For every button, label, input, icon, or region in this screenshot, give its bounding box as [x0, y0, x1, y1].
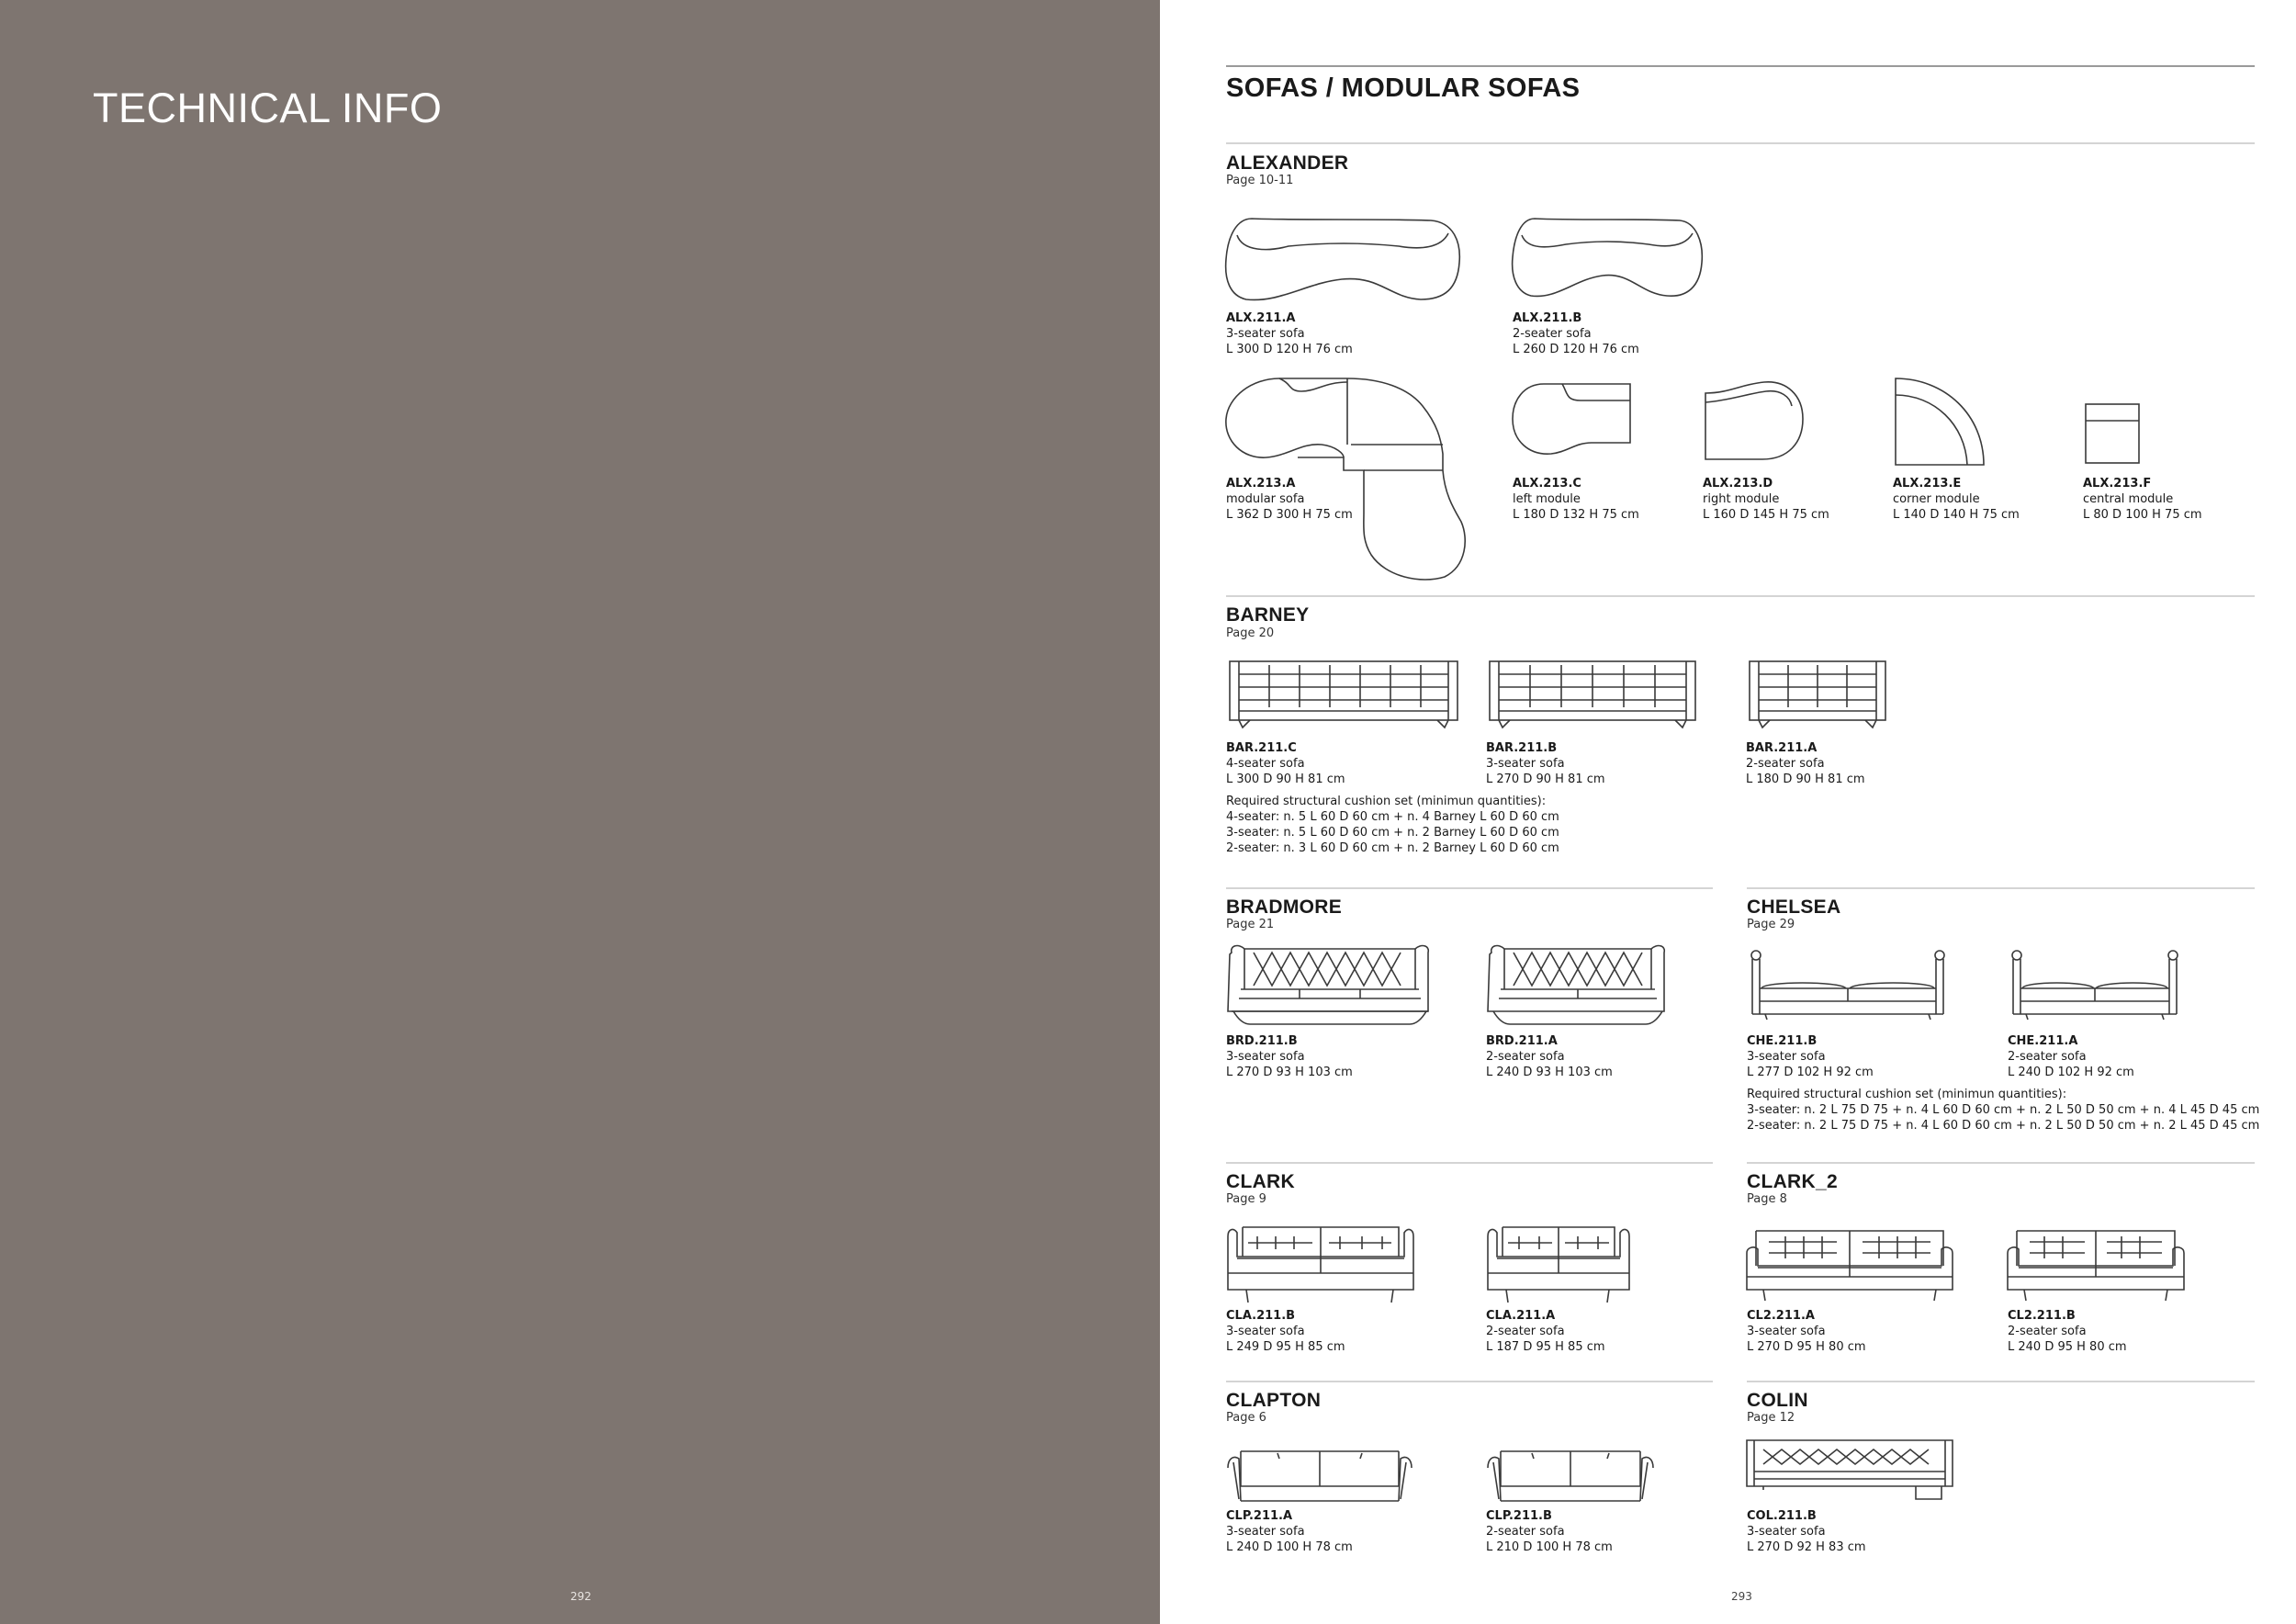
item-code: CL2.211.B [2008, 1309, 2076, 1323]
item-code: ALX.213.F [2083, 477, 2152, 491]
drawing-alx-211-a [1224, 215, 1463, 303]
left-page-number: 292 [570, 1590, 591, 1603]
item-code: BAR.211.C [1226, 741, 1297, 755]
note-line: 4-seater: n. 5 L 60 D 60 cm + n. 4 Barney L 60 D 60 cm [1226, 810, 1559, 824]
item-dims: L 80 D 100 H 75 cm [2083, 508, 2202, 522]
chelsea-cushion-note [1747, 1087, 2259, 1133]
drawing-che-211-b [1745, 948, 1953, 1021]
note-line: 3-seater: n. 5 L 60 D 60 cm + n. 2 Barney L 60 D 60 cm [1226, 826, 1559, 840]
drawing-col-211-b [1745, 1438, 1954, 1506]
item-type: left module [1513, 492, 1581, 506]
item-clp-211-b [1486, 1508, 1613, 1555]
item-type: corner module [1893, 492, 1980, 506]
item-dims: L 187 D 95 H 85 cm [1486, 1340, 1605, 1354]
left-page-title: TECHNICAL INFO [93, 85, 443, 131]
item-dims: L 277 D 102 H 92 cm [1747, 1066, 1874, 1079]
item-bar-211-c [1226, 740, 1345, 787]
item-dims: L 362 D 300 H 75 cm [1226, 508, 1353, 522]
drawing-bar-211-b [1488, 660, 1697, 729]
item-cl2-211-b [2008, 1308, 2127, 1355]
item-dims: L 270 D 92 H 83 cm [1747, 1540, 1866, 1554]
item-type: 3-seater sofa [1747, 1050, 1826, 1064]
item-dims: L 270 D 93 H 103 cm [1226, 1066, 1353, 1079]
section-divider [1226, 142, 2255, 144]
item-type: 2-seater sofa [1486, 1050, 1565, 1064]
section-divider [1747, 1162, 2255, 1164]
top-rule [1226, 65, 2255, 67]
section-title-colin: COLIN [1747, 1390, 1808, 1411]
item-code: ALX.213.A [1226, 477, 1296, 491]
section-page-chelsea: Page 29 [1747, 918, 1795, 931]
section-page-alexander: Page 10-11 [1226, 174, 1294, 187]
drawing-cla-211-a [1486, 1225, 1631, 1304]
item-cla-211-a [1486, 1308, 1605, 1355]
item-dims: L 300 D 120 H 76 cm [1226, 343, 1353, 356]
item-type: 3-seater sofa [1226, 1325, 1305, 1338]
section-title-clark-2: CLARK_2 [1747, 1171, 1838, 1192]
drawing-alx-213-d [1702, 378, 1805, 461]
item-code: ALX.213.C [1513, 477, 1581, 491]
item-code: ALX.213.D [1703, 477, 1773, 491]
item-alx-213-d [1703, 476, 1829, 523]
item-alx-213-f [2083, 476, 2202, 523]
item-brd-211-b [1226, 1033, 1353, 1080]
item-code: COL.211.B [1747, 1509, 1817, 1523]
drawing-brd-211-b [1226, 942, 1434, 1028]
note-line: 2-seater: n. 2 L 75 D 75 + n. 4 L 60 D 60 cm + n. 2 L 50 D 50 cm + n. 2 L 45 D 45 cm [1747, 1119, 2260, 1133]
item-alx-211-b [1513, 310, 1639, 357]
drawing-che-211-a [2006, 948, 2184, 1021]
item-code: CHE.211.A [2008, 1034, 2078, 1048]
drawing-alx-213-f [2084, 402, 2141, 465]
section-page-barney: Page 20 [1226, 626, 1275, 640]
item-code: CLA.211.A [1486, 1309, 1556, 1323]
item-type: 3-seater sofa [1747, 1325, 1826, 1338]
drawing-cl2-211-b [2006, 1229, 2186, 1304]
item-dims: L 160 D 145 H 75 cm [1703, 508, 1829, 522]
item-dims: L 249 D 95 H 85 cm [1226, 1340, 1345, 1354]
item-dims: L 180 D 90 H 81 cm [1746, 773, 1865, 786]
item-code: CLP.211.B [1486, 1509, 1552, 1523]
item-code: BRD.211.B [1226, 1034, 1298, 1048]
drawing-clp-211-b [1486, 1449, 1655, 1505]
drawing-clp-211-a [1226, 1449, 1413, 1505]
right-page-number: 293 [1731, 1590, 1752, 1603]
item-type: central module [2083, 492, 2174, 506]
item-type: 2-seater sofa [1746, 757, 1825, 771]
item-code: BAR.211.A [1746, 741, 1818, 755]
item-alx-211-a [1226, 310, 1353, 357]
item-code: CLP.211.A [1226, 1509, 1293, 1523]
section-divider [1226, 1162, 1713, 1164]
drawing-alx-213-e [1892, 375, 1987, 467]
item-dims: L 240 D 100 H 78 cm [1226, 1540, 1353, 1554]
item-dims: L 240 D 102 H 92 cm [2008, 1066, 2134, 1079]
section-title-alexander: ALEXANDER [1226, 152, 1349, 174]
barney-cushion-note [1226, 794, 1559, 856]
section-page-bradmore: Page 21 [1226, 918, 1275, 931]
item-cl2-211-a [1747, 1308, 1866, 1355]
drawing-cla-211-b [1226, 1225, 1415, 1304]
item-type: 2-seater sofa [1486, 1325, 1565, 1338]
drawing-bar-211-a [1748, 660, 1887, 729]
item-bar-211-a [1746, 740, 1865, 787]
item-type: 3-seater sofa [1747, 1525, 1826, 1539]
drawing-brd-211-a [1486, 942, 1670, 1028]
section-divider [1226, 887, 1713, 889]
section-page-colin: Page 12 [1747, 1411, 1795, 1425]
item-che-211-a [2008, 1033, 2134, 1080]
item-type: 3-seater sofa [1486, 757, 1565, 771]
section-title-chelsea: CHELSEA [1747, 897, 1841, 918]
item-dims: L 240 D 95 H 80 cm [2008, 1340, 2127, 1354]
item-code: ALX.211.A [1226, 311, 1296, 325]
section-title-clapton: CLAPTON [1226, 1390, 1322, 1411]
item-bar-211-b [1486, 740, 1605, 787]
note-line: 2-seater: n. 3 L 60 D 60 cm + n. 2 Barney L 60 D 60 cm [1226, 841, 1559, 855]
page-title: SOFAS / MODULAR SOFAS [1226, 73, 1581, 103]
item-type: 3-seater sofa [1226, 327, 1305, 341]
item-type: 2-seater sofa [1486, 1525, 1565, 1539]
item-code: CL2.211.A [1747, 1309, 1815, 1323]
item-code: BRD.211.A [1486, 1034, 1558, 1048]
section-divider [1747, 1381, 2255, 1382]
section-title-bradmore: BRADMORE [1226, 897, 1343, 918]
item-type: modular sofa [1226, 492, 1305, 506]
section-page-clark-2: Page 8 [1747, 1192, 1787, 1206]
section-title-clark: CLARK [1226, 1171, 1295, 1192]
item-code: ALX.211.B [1513, 311, 1582, 325]
note-line: 3-seater: n. 2 L 75 D 75 + n. 4 L 60 D 60 cm + n. 2 L 50 D 50 cm + n. 4 L 45 D 45 cm [1747, 1103, 2260, 1117]
drawing-alx-213-c [1511, 380, 1632, 457]
item-dims: L 210 D 100 H 78 cm [1486, 1540, 1613, 1554]
item-dims: L 180 D 132 H 75 cm [1513, 508, 1639, 522]
item-code: BAR.211.B [1486, 741, 1558, 755]
item-cla-211-b [1226, 1308, 1345, 1355]
item-code: CLA.211.B [1226, 1309, 1296, 1323]
item-clp-211-a [1226, 1508, 1353, 1555]
item-dims: L 270 D 90 H 81 cm [1486, 773, 1605, 786]
item-che-211-b [1747, 1033, 1874, 1080]
note-line: Required structural cushion set (minimun quantities): [1226, 795, 1547, 808]
note-line: Required structural cushion set (minimun quantities): [1747, 1088, 2067, 1101]
item-dims: L 300 D 90 H 81 cm [1226, 773, 1345, 786]
item-alx-213-a [1226, 476, 1353, 523]
item-dims: L 270 D 95 H 80 cm [1747, 1340, 1866, 1354]
drawing-bar-211-c [1228, 660, 1459, 729]
section-divider [1226, 1381, 1713, 1382]
item-code: ALX.213.E [1893, 477, 1962, 491]
item-type: 3-seater sofa [1226, 1525, 1305, 1539]
drawing-alx-211-b [1511, 215, 1705, 299]
item-brd-211-a [1486, 1033, 1613, 1080]
section-page-clapton: Page 6 [1226, 1411, 1266, 1425]
item-alx-213-c [1513, 476, 1639, 523]
item-type: right module [1703, 492, 1780, 506]
item-dims: L 140 D 140 H 75 cm [1893, 508, 2020, 522]
item-alx-213-e [1893, 476, 2020, 523]
section-divider [1747, 887, 2255, 889]
section-divider [1226, 595, 2255, 597]
item-type: 2-seater sofa [1513, 327, 1592, 341]
item-code: CHE.211.B [1747, 1034, 1818, 1048]
drawing-cl2-211-a [1745, 1229, 1954, 1304]
item-dims: L 240 D 93 H 103 cm [1486, 1066, 1613, 1079]
item-type: 2-seater sofa [2008, 1050, 2087, 1064]
item-type: 2-seater sofa [2008, 1325, 2087, 1338]
item-dims: L 260 D 120 H 76 cm [1513, 343, 1639, 356]
section-page-clark: Page 9 [1226, 1192, 1266, 1206]
section-title-barney: BARNEY [1226, 604, 1310, 626]
item-type: 3-seater sofa [1226, 1050, 1305, 1064]
item-col-211-b [1747, 1508, 1866, 1555]
item-type: 4-seater sofa [1226, 757, 1305, 771]
